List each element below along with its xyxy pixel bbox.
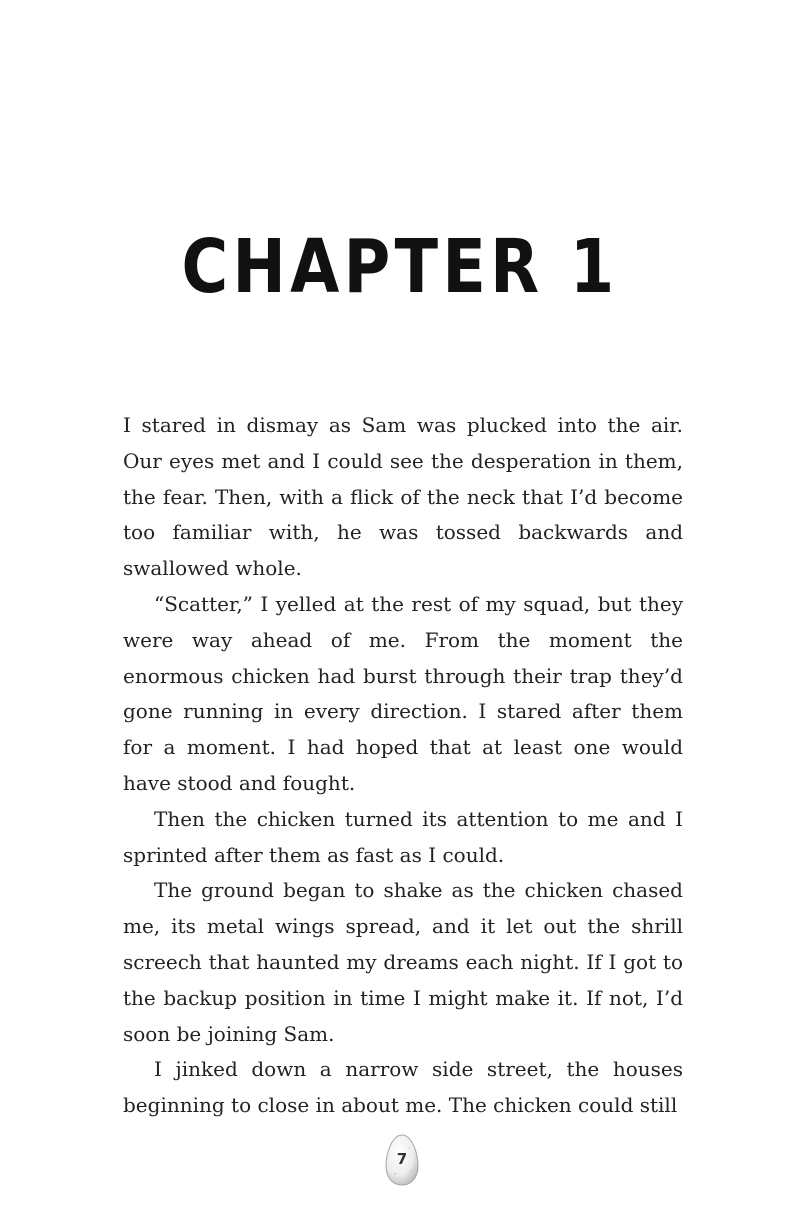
paragraph-3: Then the chicken turned its attention to me and I sprinted after them as fast as I could. bbox=[123, 806, 683, 867]
paragraph-1: I stared in dismay as Sam was plucked into the air. Our eyes met and I could see the desperation in them, the fear. Then, with a flick of the neck that I’d become too familiar with, he was tossed backwards and swallowed whole. bbox=[123, 413, 683, 581]
page-number: 7 bbox=[396, 1150, 408, 1168]
chapter-title: CHAPTER 1 bbox=[181, 224, 619, 310]
page-number-badge bbox=[384, 1133, 420, 1187]
chapter-body bbox=[123, 408, 683, 1124]
paragraph-5: I jinked down a narrow side street, the houses beginning to close in about me. The chicken could still bbox=[123, 1057, 683, 1118]
paragraph-2: “Scatter,” I yelled at the rest of my squad, but they were way ahead of me. From the moment the enormous chicken had burst through their trap they’d gone running in every direction. I stared after them for a moment. I had hoped that at least one would have stood and fought. bbox=[123, 591, 683, 795]
paragraph-4: The ground began to shake as the chicken chased me, its metal wings spread, and it let out the shrill screech that haunted my dreams each night. If I got to the backup position in time I might make it. If not, I’d soon be joining Sam. bbox=[123, 878, 683, 1046]
